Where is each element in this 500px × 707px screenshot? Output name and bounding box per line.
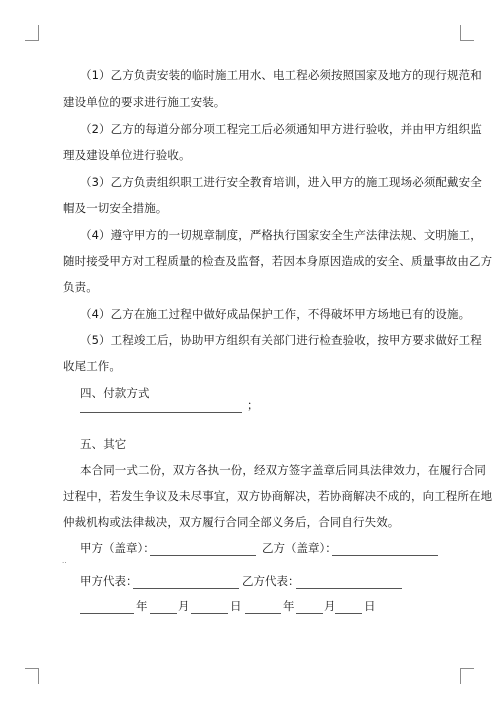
party-a-year-label: 年 [136, 599, 148, 613]
party-b-year-label: 年 [283, 599, 295, 613]
clause-3-line-1: （3）乙方负责组织职工进行安全教育培训，进入甲方的施工现场必须配戴安全 [80, 175, 482, 189]
crop-mark-top-right [460, 25, 474, 41]
party-b-month-field[interactable] [296, 599, 323, 614]
party-b-month-label: 月 [324, 599, 336, 613]
party-a-rep-field[interactable] [133, 574, 239, 589]
party-b-seal-label: 乙方（盖章）： [262, 541, 337, 555]
section-5-line-3: 仲裁机构或法律裁决，双方履行合同全部义务后，合同自行失效。 [63, 515, 400, 529]
party-b-seal-field[interactable] [332, 541, 438, 556]
clause-1-line-1: （1）乙方负责安装的临时施工用水、电工程必须按照国家及地方的现行规范和 [80, 68, 482, 82]
party-a-seal-label: 甲方（盖章）： [80, 541, 155, 555]
clause-4-line-2: 随时接受甲方对工程质量的检查及监督，若因本身原因造成的安全、质量事故由乙方 [63, 254, 493, 268]
party-a-month-label: 月 [178, 599, 190, 613]
clause-2-line-1: （2）乙方的每道分部分项工程完工后必须通知甲方进行验收，并由甲方组织监 [80, 122, 482, 136]
clause-4-line-3: 负责。 [63, 280, 98, 294]
section-5-line-1: 本合同一式二份，双方各执一份，经双方签字盖章后同具法律效力，在履行合同 [80, 463, 486, 477]
clause-2-line-2: 理及建设单位进行验收。 [63, 148, 191, 162]
party-a-day-label: 日 [230, 599, 242, 613]
clause-5-line-1: （4）乙方在施工过程中做好成品保护工作，不得破坏甲方场地已有的设施。 [80, 307, 471, 321]
clause-1-line-2: 建设单位的要求进行施工安装。 [63, 95, 226, 109]
party-a-day-field[interactable] [191, 599, 228, 614]
party-a-seal-field[interactable] [150, 541, 256, 556]
payment-method-blank[interactable] [80, 398, 242, 413]
payment-method-suffix: ； [247, 398, 259, 412]
party-b-day-field[interactable] [335, 599, 362, 614]
party-b-rep-label: 乙方代表： [242, 574, 300, 588]
section-5-heading: 五、其它 [80, 437, 127, 451]
party-b-day-label: 日 [364, 599, 376, 613]
crop-mark-bottom-left [25, 668, 39, 684]
party-a-rep-label: 甲方代表： [80, 574, 138, 588]
clause-4-line-1: （4）遵守甲方的一切规章制度，严格执行国家安全生产法律法规、文明施工， [80, 228, 482, 242]
crop-mark-bottom-right [460, 668, 474, 684]
clause-6-line-1: （5）工程竣工后，协助甲方组织有关部门进行检查验收，按甲方要求做好工程 [80, 333, 482, 347]
section-4-heading: 四、付款方式 [80, 386, 150, 400]
party-b-year-field[interactable] [245, 599, 281, 614]
crop-mark-top-left [25, 25, 39, 41]
party-a-year-field[interactable] [80, 599, 134, 614]
party-a-month-field[interactable] [150, 599, 177, 614]
section-5-line-2: 过程中，若发生争议及未尽事宜，双方协商解决，若协商解决不成的，向工程所在地 [63, 489, 493, 503]
stray-mark: .. [62, 557, 67, 565]
clause-3-line-2: 帽及一切安全措施。 [63, 201, 168, 215]
clause-6-line-2: 收尾工作。 [63, 359, 121, 373]
party-b-rep-field[interactable] [296, 574, 402, 589]
